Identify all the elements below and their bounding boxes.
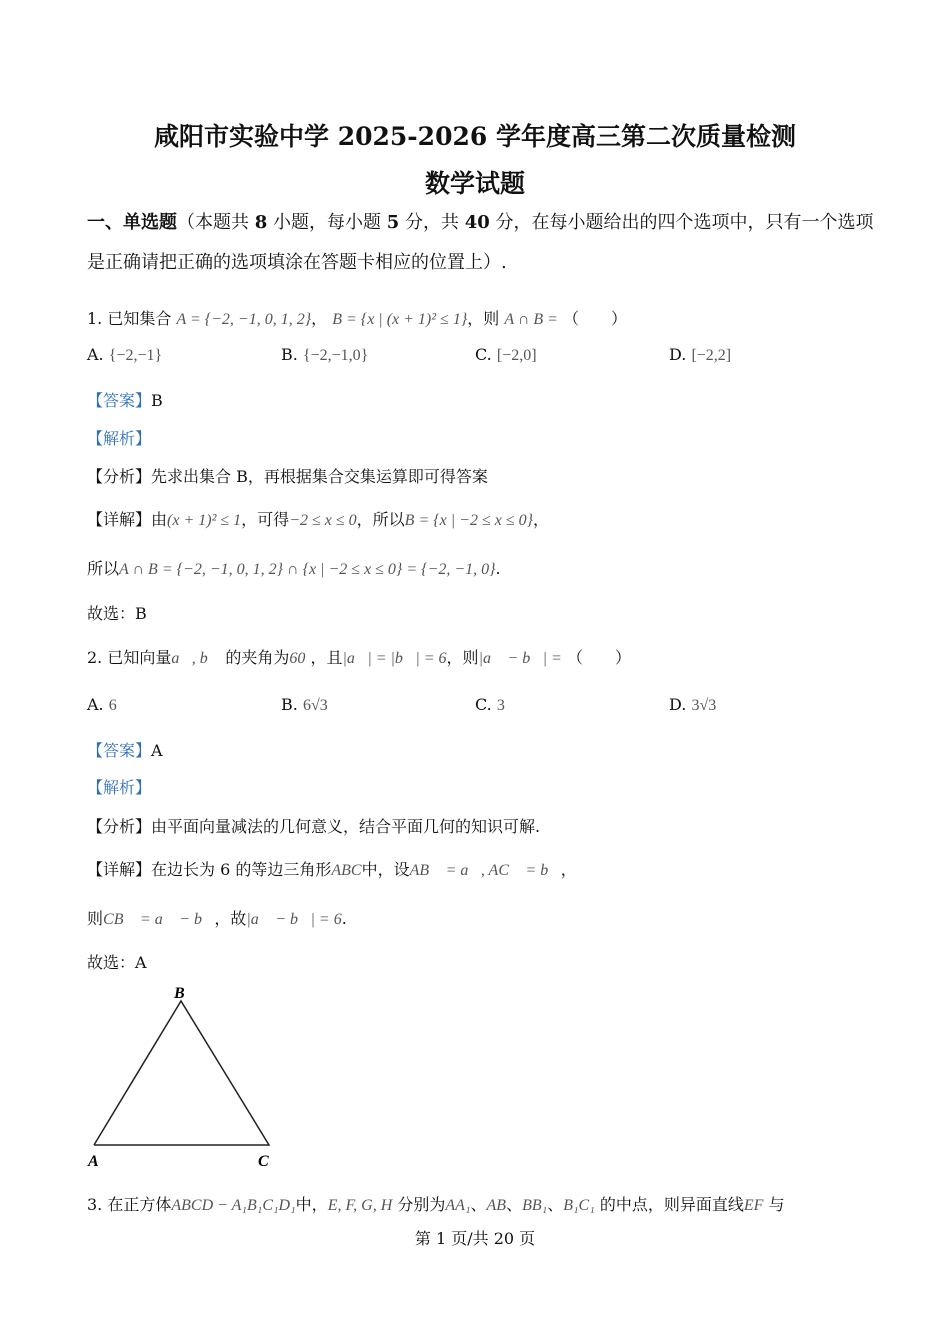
q2-option-c: C. 3 <box>475 695 505 714</box>
q1-stem: 1. 已知集合 A = {−2, −1, 0, 1, 2}， B = {x | (x + 1)² ≤ 1}，则 A ∩ B = （ ） <box>87 309 628 328</box>
q1-detail-line2: 所以A ∩ B = {−2, −1, 0, 1, 2} ∩ {x | −2 ≤ x ≤ 0} = {−2, −1, 0}. <box>87 559 501 578</box>
q2-detail: 【详解】在边长为 6 的等边三角形ABC中，设AB⃗ = a⃗, AC⃗ = b⃗， <box>87 860 577 879</box>
q1-fenxi: 【分析】先求出集合 B，再根据集合交集运算即可得答案 <box>87 467 488 486</box>
q2-option-a: A. 6 <box>87 695 117 714</box>
q3-stem: 3. 在正方体ABCD − A₁B₁C₁D₁中，E, F, G, H 分别为AA₁、AB、BB₁、B₁C₁ 的中点，则异面直线EF 与 <box>87 1195 785 1214</box>
q1-option-c: C. [−2,0] <box>475 345 537 364</box>
q2-stem: 2. 已知向量a⃗, b⃗ 的夹角为60 ，且|a⃗| = |b⃗| = 6，则|a⃗ − b⃗| = （ ） <box>87 648 631 667</box>
triangle-figure <box>80 980 290 1175</box>
q1-detail: 【详解】由(x + 1)² ≤ 1，可得−2 ≤ x ≤ 0，所以B = {x | −2 ≤ x ≤ 0}， <box>87 510 550 529</box>
page-subtitle: 数学试题 <box>424 169 525 198</box>
page-footer: 第 1 页/共 20 页 <box>414 1229 536 1248</box>
q2-choose: 故选：A <box>87 953 147 972</box>
triangle-outline <box>94 1001 269 1145</box>
vertex-label-a: A <box>88 1153 99 1170</box>
q1-set-a: A = {−2, −1, 0, 1, 2} <box>176 311 312 328</box>
page-title: 咸阳市实验中学 2025-2026 学年度高三第二次质量检测 <box>154 122 796 151</box>
q2-detail-line2: 则CB⃗ = a⃗ − b⃗，故|a⃗ − b⃗| = 6. <box>87 909 347 928</box>
q1-option-a: A. {−2,−1} <box>87 345 163 364</box>
q1-option-b: B. {−2,−1,0} <box>281 345 369 364</box>
q2-answer: 【答案】A <box>87 741 163 760</box>
section-heading: 一、单选题（本题共 8 小题，每小题 5 分，共 40 分，在每小题给出的四个选项中，只有一个选项是正确请把正确的选项填涂在答题卡相应的位置上）. <box>87 212 874 273</box>
vertex-label-b: B <box>174 985 185 1002</box>
q2-fenxi: 【分析】由平面向量减法的几何意义，结合平面几何的知识可解. <box>87 817 541 836</box>
q1-analysis-tag: 【解析】 <box>87 429 152 448</box>
q1-set-b: B = {x | (x + 1)² ≤ 1} <box>332 311 468 328</box>
q1-answer: 【答案】B <box>87 391 163 410</box>
vertex-label-c: C <box>258 1153 269 1170</box>
q1-option-d: D. [−2,2] <box>669 345 732 364</box>
q2-option-b: B. 6√3 <box>281 695 328 714</box>
q2-analysis-tag: 【解析】 <box>87 778 152 797</box>
q1-choose: 故选：B <box>87 604 147 623</box>
q2-option-d: D. 3√3 <box>669 695 717 714</box>
